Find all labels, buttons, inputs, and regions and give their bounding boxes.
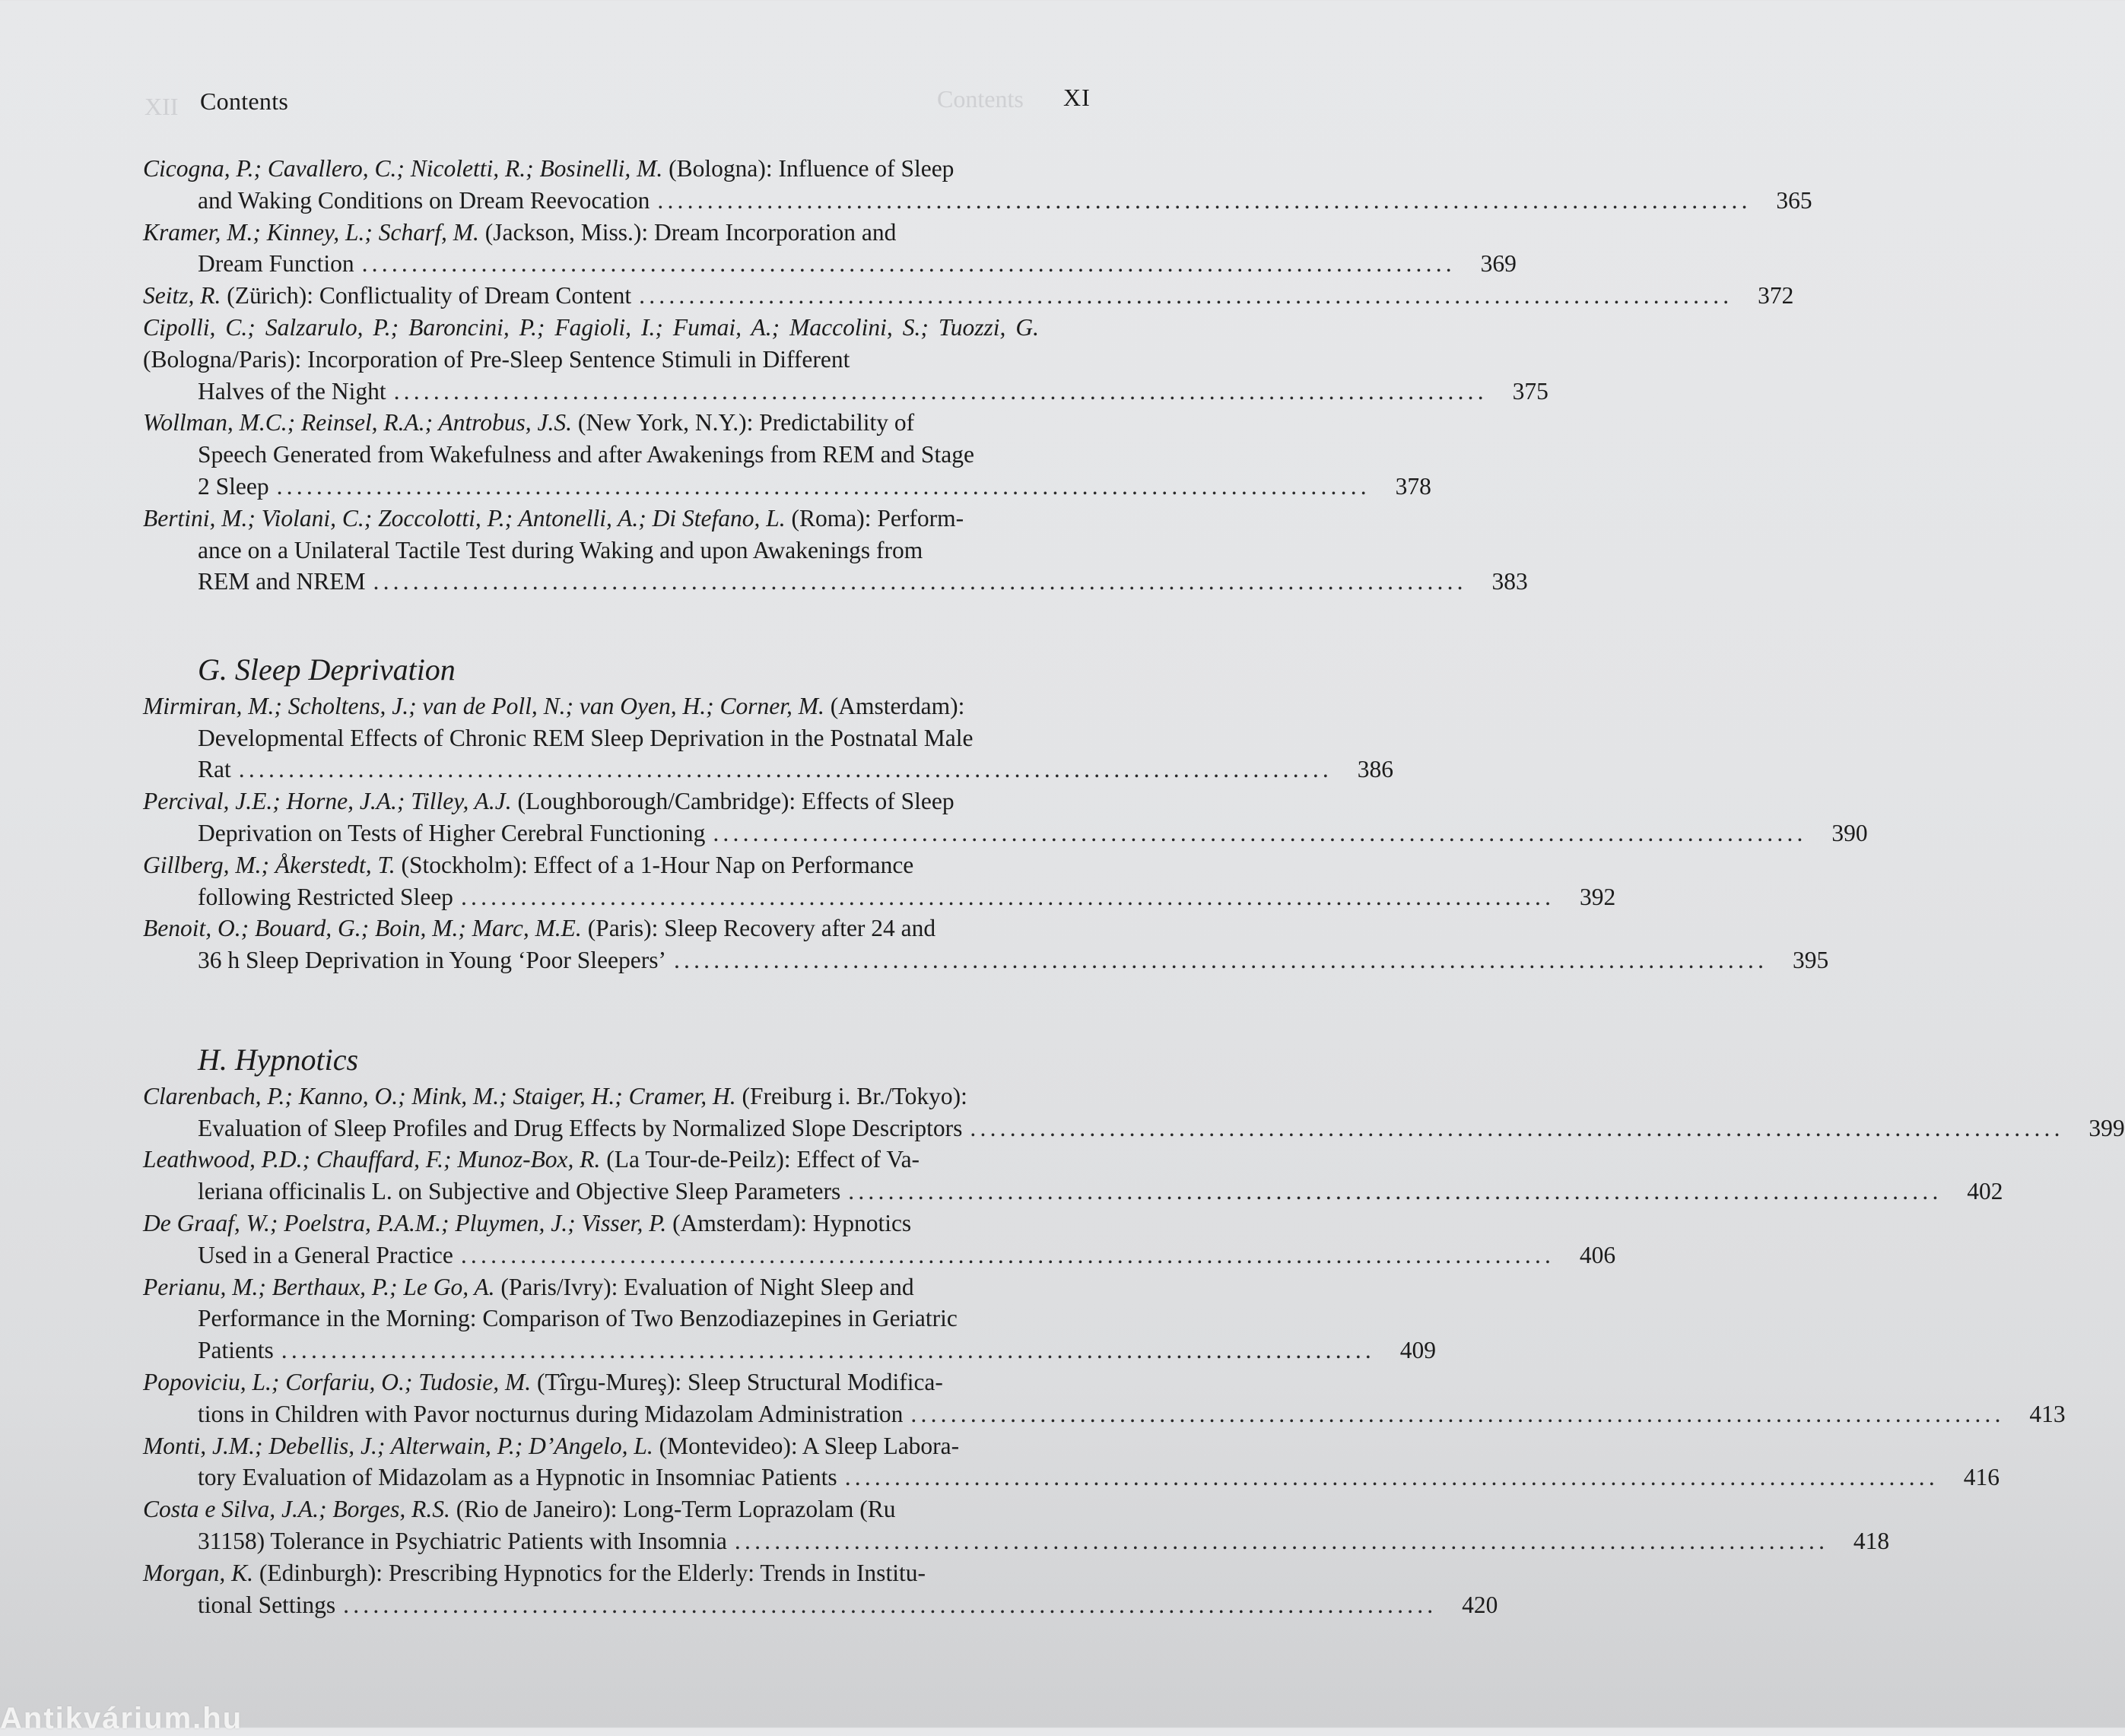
- entry-authors: Seitz, R.: [143, 282, 221, 309]
- leader-dots: ..............................................................................................................: [460, 1241, 1555, 1268]
- toc-entry: [143, 690, 1393, 785]
- entry-page: 416: [1963, 1464, 2000, 1491]
- entry-first-line: [143, 217, 1094, 249]
- toc-entry: [143, 1557, 1498, 1621]
- entry-authors: Kramer, M.; Kinney, L.; Scharf, M.: [143, 218, 479, 246]
- leader-dots: ..............................................................................................................: [713, 819, 1807, 846]
- entry-page: 375: [1512, 377, 1548, 405]
- leader-dots: ..............................................................................................................: [639, 282, 1733, 309]
- entry-page: 383: [1491, 568, 1528, 595]
- entry-title: Influence of Sleep: [778, 155, 955, 182]
- entry-title: Incorporation of Pre-Sleep Sentence Stimuli in Different: [307, 345, 850, 373]
- entry-title: Predictability of: [759, 409, 915, 436]
- entry-location: (New York, N.Y.):: [577, 409, 754, 436]
- entry-authors: Leathwood, P.D.; Chauffard, F.; Munoz-Box, R.: [143, 1146, 601, 1173]
- entry-title: Effect of Va-: [796, 1146, 920, 1173]
- entry-title: tory Evaluation of Midazolam as a Hypnotic in Insomniac Patients: [198, 1464, 837, 1491]
- entry-page: 372: [1758, 282, 1794, 309]
- entry-title: A Sleep Labora-: [802, 1432, 960, 1459]
- entry-middle-line: ance on a Unilateral Tactile Test during Waking and upon Awakenings from: [198, 536, 923, 563]
- entry-authors: Popoviciu, L.; Corfariu, O.; Tudosie, M.: [143, 1368, 532, 1395]
- entry-authors: Monti, J.M.; Debellis, J.; Alterwain, P.; D’Angelo, L.: [143, 1432, 653, 1459]
- entry-last-line: [143, 1525, 1890, 1557]
- entry-authors: Gillberg, M.; Åkerstedt, T.: [143, 851, 395, 878]
- leader-dots: ..............................................................................................................: [281, 1337, 1375, 1364]
- toc-entry: [143, 312, 1548, 407]
- entry-page: 413: [2029, 1400, 2066, 1427]
- entry-first-line: [143, 849, 1094, 881]
- entry-location: (Bologna):: [669, 155, 773, 182]
- entry-last-line: [143, 280, 1794, 312]
- entry-location: (Zürich):: [227, 282, 313, 309]
- entry-location: (Paris):: [587, 915, 659, 942]
- toc-entry: [143, 217, 1517, 281]
- toc-section-g: [143, 652, 1868, 976]
- leader-dots: ..............................................................................................................: [657, 186, 1752, 214]
- entry-last-line: [143, 471, 1431, 503]
- entry-title: REM and NREM: [198, 568, 366, 595]
- entry-last-line: [143, 1112, 2125, 1144]
- entry-location: (Loughborough/Cambridge):: [517, 788, 796, 815]
- entry-last-line: [143, 1239, 1616, 1271]
- entry-authors: Clarenbach, P.; Kanno, O.; Mink, M.; Staiger, H.; Cramer, H.: [143, 1082, 736, 1109]
- entry-location: (Amsterdam):: [830, 692, 965, 719]
- entry-page: 390: [1831, 819, 1868, 846]
- entry-first-line: [143, 407, 1094, 439]
- entry-middle-line: Speech Generated from Wakefulness and after Awakenings from REM and Stage: [198, 441, 974, 468]
- entry-last-line: [143, 566, 1528, 598]
- entry-page: 378: [1395, 472, 1431, 500]
- toc-section-f: [143, 153, 1812, 598]
- entry-page: 402: [1967, 1178, 2003, 1205]
- entry-location: (Edinburgh):: [259, 1559, 383, 1586]
- entry-location: (Freiburg i. Br./Tokyo):: [742, 1082, 967, 1109]
- watermark: Antikvárium.hu: [0, 1702, 243, 1735]
- toc-entry: [143, 1430, 2000, 1494]
- entry-last-line: [143, 1589, 1498, 1621]
- toc-entry: [143, 1366, 2066, 1430]
- entry-authors: Morgan, K.: [143, 1559, 253, 1586]
- entry-title: 31158) Tolerance in Psychiatric Patients with Insomnia: [198, 1527, 727, 1554]
- toc-entry: [143, 849, 1616, 913]
- entry-page: 395: [1792, 947, 1829, 974]
- entry-authors: Benoit, O.; Bouard, G.; Boin, M.; Marc, M.E.: [143, 915, 582, 942]
- entry-first-line: [143, 1144, 1094, 1176]
- entry-title: Dream Function: [198, 250, 354, 278]
- entry-last-line: [143, 1335, 1436, 1366]
- entry-title: Halves of the Night: [198, 377, 386, 405]
- entry-title: Evaluation of Night Sleep and: [624, 1273, 914, 1300]
- entry-location: (La Tour-de-Peilz):: [606, 1146, 791, 1173]
- entry-first-line: [143, 1493, 1094, 1525]
- entry-title: Evaluation of Sleep Profiles and Drug Effects by Normalized Slope Descriptors: [198, 1114, 963, 1141]
- entry-first-line: [143, 312, 1094, 376]
- entry-title: Long-Term Loprazolam (Ru: [623, 1496, 896, 1523]
- leader-dots: ..............................................................................................................: [673, 947, 1768, 974]
- toc-entry: [143, 1271, 1436, 1366]
- entry-title: Effects of Sleep: [802, 788, 955, 815]
- entry-page: 399: [2088, 1114, 2125, 1141]
- entry-title: Used in a General Practice: [198, 1241, 453, 1268]
- leader-dots: ..............................................................................................................: [910, 1400, 2005, 1427]
- entry-page: 386: [1357, 756, 1393, 783]
- entry-last-line: [143, 1176, 2003, 1208]
- entry-authors: Cipolli, C.; Salzarulo, P.; Baroncini, P.; Fagioli, I.; Fumai, A.; Maccolini, S.; Tuozzi, G.: [143, 313, 1039, 341]
- entry-location: (Jackson, Miss.):: [484, 218, 649, 246]
- leader-dots: ..............................................................................................................: [393, 377, 1488, 405]
- entry-first-line: [143, 1430, 1094, 1462]
- entry-authors: Mirmiran, M.; Scholtens, J.; van de Poll, N.; van Oyen, H.; Corner, M.: [143, 692, 824, 719]
- entry-title: Prescribing Hypnotics for the Elderly: Trends in Institu-: [388, 1559, 926, 1586]
- entry-authors: Percival, J.E.; Horne, J.A.; Tilley, A.J.: [143, 788, 512, 815]
- entry-first-line: [143, 503, 1094, 535]
- entry-last-line: [143, 944, 1829, 976]
- leader-dots: ..............................................................................................................: [848, 1178, 1942, 1205]
- entry-last-line: [143, 185, 1812, 217]
- leader-dots: ..............................................................................................................: [238, 756, 1332, 783]
- entry-location: (Stockholm):: [401, 851, 528, 878]
- toc-entry: [143, 280, 1794, 312]
- section-heading: G. Sleep Deprivation: [198, 652, 456, 687]
- entry-authors: Wollman, M.C.; Reinsel, R.A.; Antrobus, J.S.: [143, 409, 573, 436]
- entry-location: (Paris/Ivry):: [500, 1273, 618, 1300]
- entry-first-line: [143, 912, 1094, 944]
- entry-last-line: [143, 1398, 2066, 1430]
- entry-page: 409: [1399, 1337, 1436, 1364]
- toc-entry: [143, 407, 1431, 502]
- leader-dots: ..............................................................................................................: [734, 1527, 1829, 1554]
- toc-entry: [143, 1493, 1890, 1557]
- entry-first-line: [143, 1271, 1094, 1303]
- entry-page: 369: [1480, 250, 1517, 278]
- entry-page: 418: [1853, 1527, 1890, 1554]
- entry-first-line: [143, 1081, 1094, 1112]
- entry-first-line: [143, 1366, 1094, 1398]
- entry-last-line: [143, 754, 1393, 785]
- entry-title: Dream Incorporation and: [653, 218, 897, 246]
- entry-first-line: [143, 690, 1094, 722]
- entry-page: 365: [1776, 186, 1812, 214]
- entry-title: Conflictuality of Dream Content: [319, 282, 632, 309]
- entry-page: 392: [1579, 883, 1616, 910]
- leader-dots: ..............................................................................................................: [460, 883, 1555, 910]
- entry-location: (Roma):: [791, 504, 872, 532]
- toc-entry: [143, 785, 1868, 849]
- entry-last-line: [143, 248, 1517, 280]
- entry-title: Sleep Recovery after 24 and: [664, 915, 936, 942]
- toc-entry: [143, 1081, 2125, 1144]
- entry-title: 36 h Sleep Deprivation in Young ‘Poor Sleepers’: [198, 947, 666, 974]
- leader-dots: ..............................................................................................................: [844, 1464, 1939, 1491]
- entry-title: and Waking Conditions on Dream Reevocation: [198, 186, 650, 214]
- toc-entry: [143, 503, 1528, 598]
- entry-title: 2 Sleep: [198, 472, 269, 500]
- entry-authors: De Graaf, W.; Poelstra, P.A.M.; Pluymen, J.; Visser, P.: [143, 1209, 667, 1236]
- leader-dots: ..............................................................................................................: [970, 1114, 2064, 1141]
- entry-location: (Bologna/Paris):: [143, 345, 302, 373]
- entry-authors: Costa e Silva, J.A.; Borges, R.S.: [143, 1496, 450, 1523]
- toc-entry: [143, 1208, 1616, 1271]
- leader-dots: ..............................................................................................................: [343, 1591, 1437, 1618]
- toc-entry: [143, 1144, 2003, 1208]
- entry-last-line: [143, 817, 1868, 849]
- entry-title: following Restricted Sleep: [198, 883, 453, 910]
- entry-title: Hypnotics: [812, 1209, 912, 1236]
- entry-location: (Tîrgu-Mureş):: [537, 1368, 682, 1395]
- toc-entry: [143, 912, 1829, 976]
- leader-dots: ..............................................................................................................: [373, 568, 1467, 595]
- entry-page: 406: [1579, 1241, 1616, 1268]
- entry-location: (Rio de Janeiro):: [456, 1496, 618, 1523]
- entry-first-line: [143, 1557, 1094, 1589]
- entry-middle-line: Performance in the Morning: Comparison of Two Benzodiazepines in Geriatric: [198, 1305, 958, 1332]
- show-through-folio: XII: [145, 93, 179, 120]
- leader-dots: ..............................................................................................................: [276, 472, 1371, 500]
- entry-title: Sleep Structural Modifica-: [688, 1368, 943, 1395]
- entry-title: Patients: [198, 1337, 274, 1364]
- page-number: XI: [1063, 84, 1091, 111]
- leader-dots: ..............................................................................................................: [361, 250, 1456, 278]
- entry-last-line: [143, 881, 1616, 913]
- entry-location: (Amsterdam):: [672, 1209, 807, 1236]
- entry-page: 420: [1462, 1591, 1498, 1618]
- toc-section-h: [143, 1043, 2125, 1620]
- entry-authors: Bertini, M.; Violani, C.; Zoccolotti, P.; Antonelli, A.; Di Stefano, L.: [143, 504, 786, 532]
- entry-last-line: [143, 1461, 2000, 1493]
- show-through-head: Contents: [937, 85, 1024, 113]
- running-head: Contents: [200, 87, 289, 115]
- entry-location: (Montevideo):: [659, 1432, 798, 1459]
- entry-authors: Perianu, M.; Berthaux, P.; Le Go, A.: [143, 1273, 495, 1300]
- entry-last-line: [143, 376, 1548, 408]
- entry-title: leriana officinalis L. on Subjective and Objective Sleep Parameters: [198, 1178, 841, 1205]
- section-heading: H. Hypnotics: [198, 1043, 359, 1077]
- entry-first-line: [143, 785, 1094, 817]
- entry-title: Perform-: [877, 504, 964, 532]
- entry-title: Effect of a 1-Hour Nap on Performance: [533, 851, 914, 878]
- entry-title: Deprivation on Tests of Higher Cerebral Functioning: [198, 819, 706, 846]
- entry-title: tions in Children with Pavor nocturnus during Midazolam Administration: [198, 1400, 904, 1427]
- entry-first-line: [143, 1208, 1094, 1239]
- entry-authors: Cicogna, P.; Cavallero, C.; Nicoletti, R.; Bosinelli, M.: [143, 155, 663, 182]
- entry-title: tional Settings: [198, 1591, 336, 1618]
- toc-entry: [143, 153, 1812, 217]
- entry-title: Rat: [198, 756, 231, 783]
- entry-middle-line: Developmental Effects of Chronic REM Sleep Deprivation in the Postnatal Male: [198, 724, 974, 751]
- entry-first-line: [143, 153, 1094, 185]
